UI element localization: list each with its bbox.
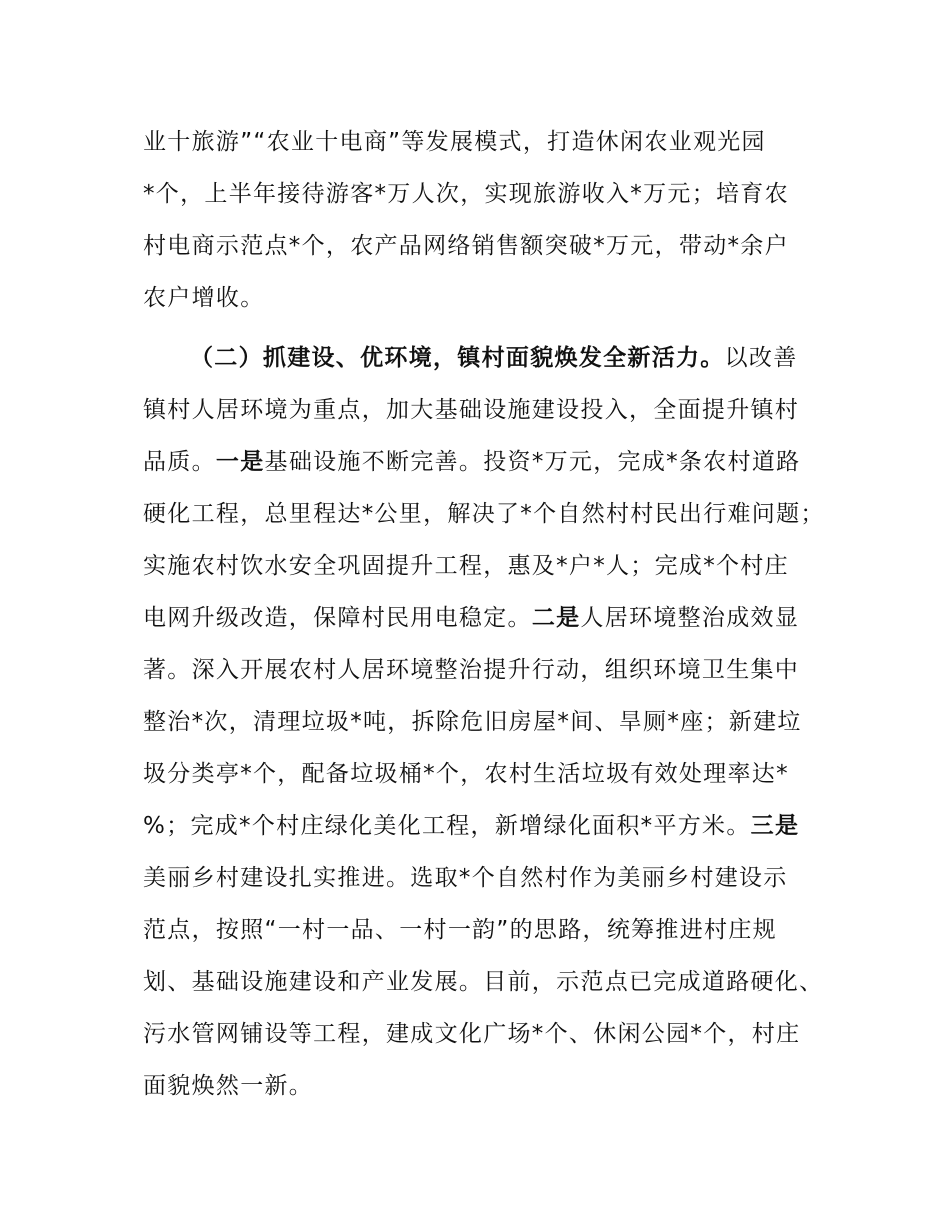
text-line: 面貌焕然一新。 [143,1073,314,1099]
text-line: *个，上半年接待游客*万人次，实现旅游收入*万元；培育农 [143,181,789,207]
marker-two: 二是 [531,605,581,631]
text-line: 镇村人居环境为重点，加大基础设施建设投入，全面提升镇村 [143,397,800,423]
section-intro: 以改善 [724,345,798,371]
text-segment: 品质。 [143,449,216,475]
text-line: 整治*次，清理垃圾*吨，拆除危旧房屋*间、旱厕*座；新建垃 [143,709,802,735]
text-line: 范点，按照“一村一品、一村一韵”的思路，统筹推进村庄规 [143,917,777,943]
text-segment: 人居环境整治成效显 [580,605,800,631]
text-line: 划、基础设施建设和产业发展。目前，示范点已完成道路硬化、 [143,969,824,995]
section-heading-line [190,343,798,373]
marker-three: 三是 [750,813,800,839]
text-segment: 基础设施不断完善。投资*万元，完成*条农村道路 [264,449,801,475]
marker-one: 一是 [215,449,265,475]
text-line: 著。深入开展农村人居环境整治提升行动，组织环境卫生集中 [143,657,800,683]
text-line: 圾分类亭*个，配备垃圾桶*个，农村生活垃圾有效处理率达* [143,761,789,787]
text-line [143,447,800,477]
text-line: 实施农村饮水安全巩固提升工程，惠及*户*人；完成*个村庄 [143,553,789,579]
text-line [143,811,799,841]
section-heading: （二）抓建设、优环境，镇村面貌焕发全新活力。 [190,345,725,371]
text-line: 业十旅游”“农业十电商”等发展模式，打造休闲农业观光园 [143,129,766,155]
text-segment: %；完成*个村庄绿化美化工程，新增绿化面积*平方米。 [143,813,751,839]
text-line: 污水管网铺设等工程，建成文化广场*个、休闲公园*个，村庄 [143,1021,801,1047]
text-line: 村电商示范点*个，农产品网络销售额突破*万元，带动*余户 [143,233,789,259]
text-line [143,603,799,633]
text-line: 农户增收。 [143,285,265,311]
text-segment: 电网升级改造，保障村民用电稳定。 [143,605,532,631]
text-line: 美丽乡村建设扎实推进。选取*个自然村作为美丽乡村建设示 [143,865,788,891]
text-line: 硬化工程，总里程达*公里，解决了*个自然村村民出行难问题； [143,501,825,527]
